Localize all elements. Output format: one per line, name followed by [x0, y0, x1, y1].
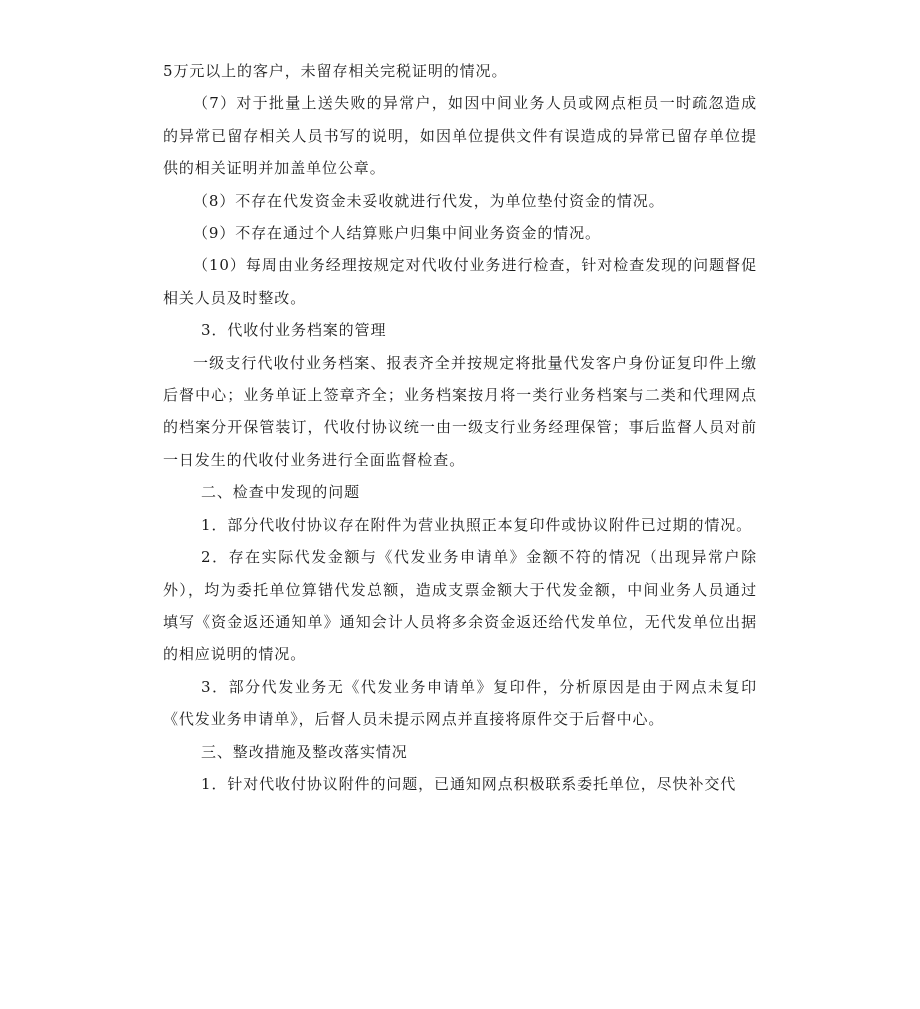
paragraph-continuation: 5万元以上的客户，未留存相关完税证明的情况。 — [163, 62, 508, 80]
document-body — [163, 55, 757, 800]
paragraph-item-9: （9）不存在通过个人结算账户归集中间业务资金的情况。 — [193, 224, 601, 243]
paragraph-item-7: （7）对于批量上送失败的异常户，如因中间业务人员或网点柜员一时疏忽造成的异常已留存相关人员书写的说明，如因单位提供文件有误造成的异常已留存单位提供的相关证明并加盖单位公章。 — [163, 94, 757, 178]
paragraph-item-10: （10）每周由业务经理按规定对代收付业务进行检查，针对检查发现的问题督促相关人员及时整改。 — [163, 256, 757, 307]
paragraph-archive-details: 一级支行代收付业务档案、报表齐全并按规定将批量代发客户身份证复印件上缴后督中心；业务单证上签章齐全；业务档案按月将一类行业务档案与二类和代理网点的档案分开保管装订，代收付协议统一由一级支行业务经理保管；事后监督人员对前一日发生的代收付业务进行全面监督检查。 — [163, 353, 757, 469]
section-heading-rectification: 三、整改措施及整改落实情况 — [201, 742, 408, 761]
section-heading-problems-found: 二、检查中发现的问题 — [201, 483, 361, 502]
section-heading-archive-management: 3．代收付业务档案的管理 — [201, 321, 387, 340]
paragraph-item-8: （8）不存在代发资金未妥收就进行代发，为单位垫付资金的情况。 — [193, 191, 665, 210]
paragraph-problem-3: 3．部分代发业务无《代发业务申请单》复印件，分析原因是由于网点未复印《代发业务申请单》，后督人员未提示网点并直接将原件交于后督中心。 — [163, 677, 757, 729]
paragraph-rectification-1: 1．针对代收付协议附件的问题，已通知网点积极联系委托单位，尽快补交代 — [201, 774, 737, 793]
paragraph-problem-2: 2．存在实际代发金额与《代发业务申请单》金额不符的情况（出现异常户除外），均为委托单位算错代发总额，造成支票金额大于代发金额，中间业务人员通过填写《资金返还通知单》通知会计人员将多余资金返还给代发单位，无代发单位出据的相应说明的情况。 — [163, 548, 757, 664]
paragraph-problem-1: 1．部分代收付协议存在附件为营业执照正本复印件或协议附件已过期的情况。 — [201, 515, 753, 534]
